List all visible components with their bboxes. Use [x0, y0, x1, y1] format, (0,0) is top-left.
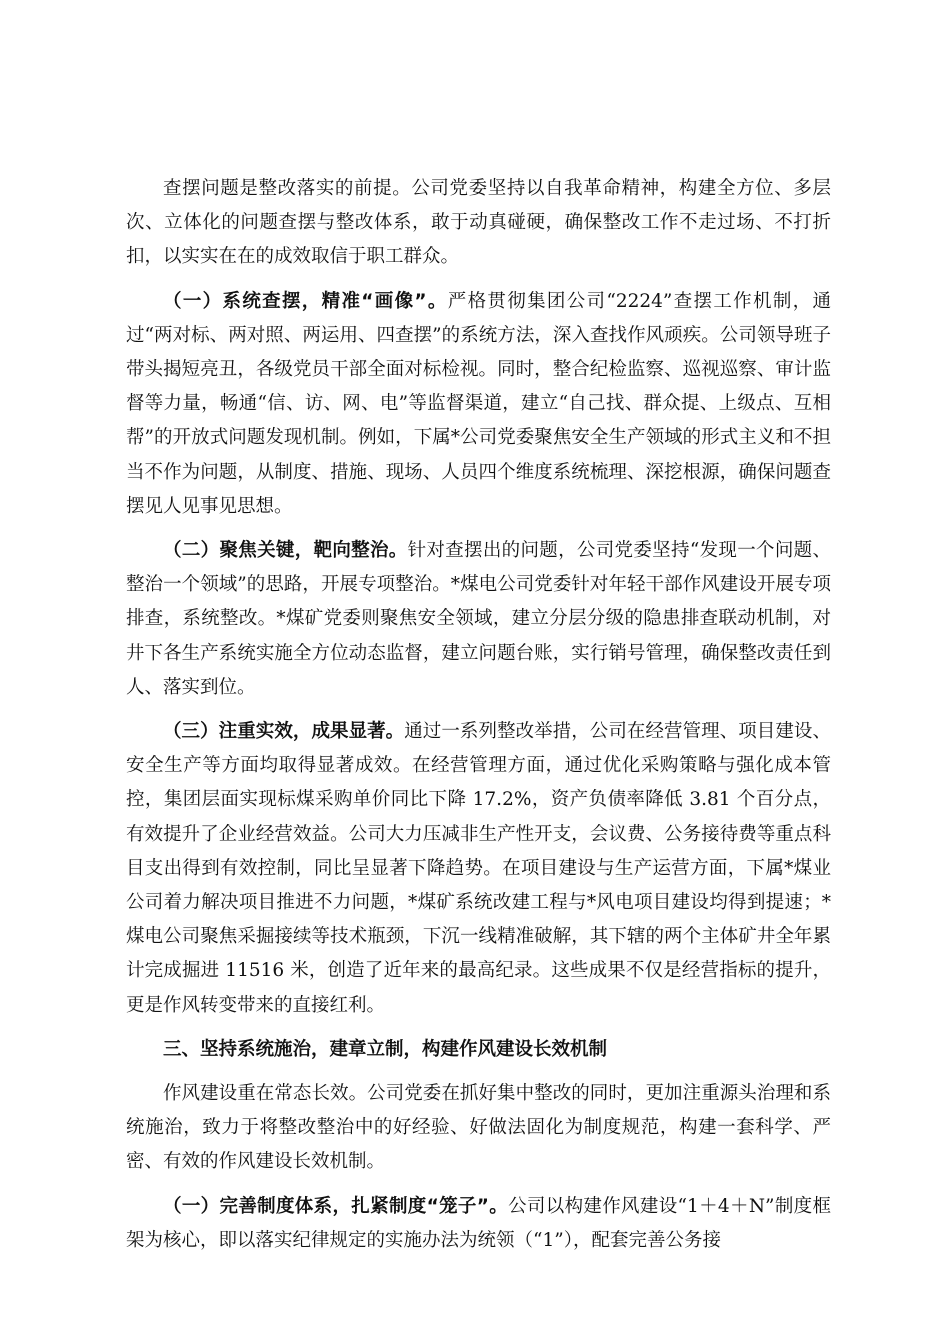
paragraph-lead: （三）注重实效，成果显著。 — [163, 721, 405, 743]
paragraph-subsection-3 — [126, 715, 831, 1023]
paragraph-text: 公司以构建作风建设“1＋4＋N”制度框架为核心，即以落实纪律规定的实施办法为统领（“1”），配套完善公务接 — [126, 1195, 831, 1251]
paragraph-section-intro — [126, 1077, 831, 1180]
paragraph-text: 查摆问题是整改落实的前提。公司党委坚持以自我革命精神，构建全方位、多层次、立体化的问题查摆与整改体系，敢于动真碰硬，确保整改工作不走过场、不打折扣，以实实在在的成效取信于职工群众。 — [126, 178, 831, 268]
paragraph-text: 通过一系列整改举措，公司在经营管理、项目建设、安全生产等方面均取得显著成效。在经营管理方面，通过优化采购策略与强化成本管控，集团层面实现标煤采购单价同比下降 17.2%，资产负债率降低 3.81 个百分点，有效提升了企业经营效益。公司大力压减非生产性开支，会议费、公务接待费等重点科目支出得到有效控制，同比呈显著下降趋势。在项目建设与生产运营方面，下属*煤业公司着力解决项目推进不力问题，*煤矿系统改建工程与*风电项目建设均得到提速；*煤电公司聚焦采掘接续等技术瓶颈，下沉一线精准破解，其下辖的两个主体矿井全年累计完成掘进 11516 米，创造了近年来的最高纪录。这些成果不仅是经营指标的提升，更是作风转变带来的直接红利。 — [126, 721, 831, 1016]
paragraph-lead: （一）系统查摆，精准“画像”。 — [163, 290, 448, 312]
paragraph-section-subsection-1 — [126, 1190, 831, 1258]
paragraph-lead: （二）聚焦关键，靶向整治。 — [163, 540, 408, 562]
document-body — [126, 172, 831, 1268]
paragraph-subsection-1 — [126, 285, 831, 524]
section-heading: 三、坚持系统施治，建章立制，构建作风建设长效机制 — [163, 1038, 608, 1060]
paragraph-intro — [126, 172, 831, 275]
paragraph-text: 针对查摆出的问题，公司党委坚持“发现一个问题、整治一个领域”的思路，开展专项整治。*煤电公司党委针对年轻干部作风建设开展专项排查，系统整改。*煤矿党委则聚焦安全领域，建立分层分级的隐患排查联动机制，对井下各生产系统实施全方位动态监督，建立问题台账，实行销号管理，确保整改责任到人、落实到位。 — [126, 540, 831, 698]
paragraph-lead: （一）完善制度体系，扎紧制度“笼子”。 — [163, 1195, 509, 1217]
paragraph-subsection-2 — [126, 534, 831, 705]
paragraph-text: 严格贯彻集团公司“2224”查摆工作机制，通过“两对标、两对照、两运用、四查摆”的系统方法，深入查找作风顽疾。公司领导班子带头揭短亮丑，各级党员干部全面对标检视。同时，整合纪检监察、巡视巡察、审计监督等力量，畅通“信、访、网、电”等监督渠道，建立“自己找、群众提、上级点、互相帮”的开放式问题发现机制。例如，下属*公司党委聚焦安全生产领域的形式主义和不担当不作为问题，从制度、措施、现场、人员四个维度系统梳理、深挖根源，确保问题查摆见人见事见思想。 — [126, 290, 831, 517]
paragraph-text: 作风建设重在常态长效。公司党委在抓好集中整改的同时，更加注重源头治理和系统施治，致力于将整改整治中的好经验、好做法固化为制度规范，构建一套科学、严密、有效的作风建设长效机制。 — [126, 1083, 831, 1173]
